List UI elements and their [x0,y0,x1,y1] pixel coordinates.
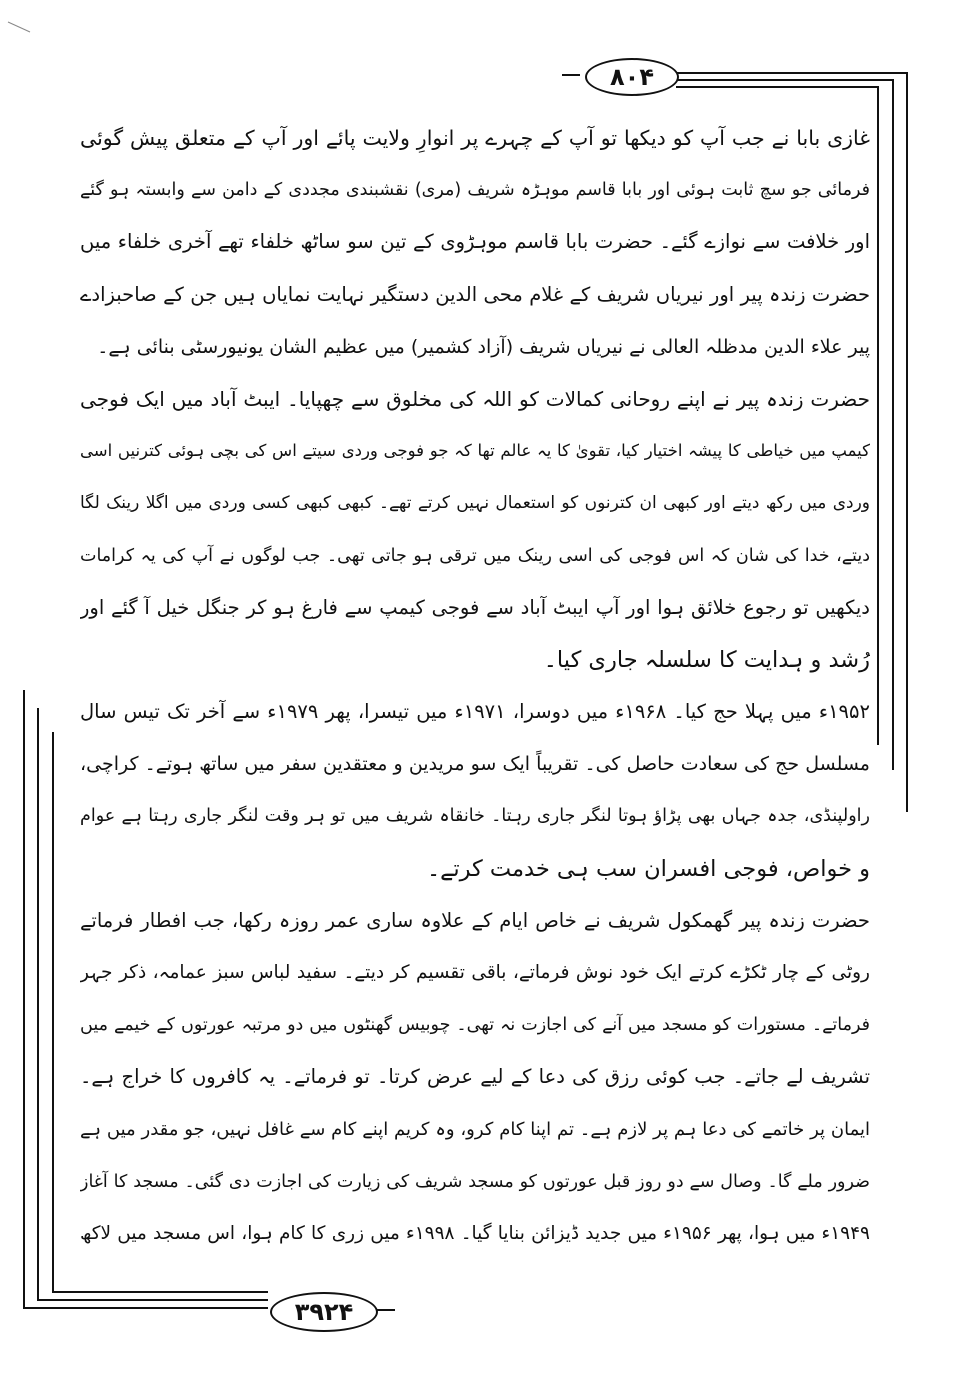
text-line: اور خلافت سے نوازے گئے۔ حضرت بابا قاسم موہڑوی کے تین سو ساٹھ خلفاء تھے آخری خلفاء میں [80,230,870,254]
top-page-number: ۸۰۴ [585,58,679,96]
paragraph-hajj [80,686,870,895]
bottom-page-number: ۳۹۲۴ [270,1292,378,1332]
text-line: وردی میں رکھ دیتے اور کبھی ان کترنوں کو استعمال نہیں کرتے تھے۔ کبھی کبھی کسی وردی میں اگلا رینک لگا [80,493,870,514]
paragraph-ghamkol-sharif [80,895,870,1260]
text-line: و خواص، فوجی افسران سب ہی خدمت کرتے۔ [427,855,870,882]
text-line: غازی بابا نے جب آپ کو دیکھا تو آپ کے چہرے پر انوارِ ولایت پائے اور آپ کے متعلق پیش گوئی [80,126,870,150]
text-line: پیر علاء الدین مدظلہ العالی نے نیریاں شریف (آزاد کشمیر) میں عظیم الشان یونیورسٹی بنائی ہے۔ [97,335,870,358]
paragraph-zinda-pir-abbottabad [80,373,870,686]
text-line: ۱۹۴۹ء میں ہوا، پھر ۱۹۵۶ء میں جدید ڈیزائن بنایا گیا۔ ۱۹۹۸ء میں زری کا کام ہوا، اس مسجد میں لاکھ [80,1222,870,1244]
text-line: حضرت زندہ پیر نے اپنے روحانی کمالات کو اللہ کی مخلوق سے چھپایا۔ ایبٹ آباد میں ایک فوجی [80,386,870,411]
text-line: دیتے، خدا کی شان کہ اس فوجی کی اسی رینک میں ترقی ہو جاتی تھی۔ جب لوگوں نے آپ کی یہ کرامات [80,545,870,566]
text-line: تشریف لے جاتے۔ جب کوئی رزق کی دعا کے لیے عرض کرتا۔ تو فرماتے۔ یہ کافروں کا خراج ہے۔ [80,1065,870,1089]
text-line: کیمپ میں خیاطی کا پیشہ اختیار کیا، تقویٰ کا یہ عالم تھا کہ جو فوجی وردی سیتے اس کی بچی ہوئی کترنیں اسی [80,441,870,461]
text-line: روٹی کے چار ٹکڑے کرتے ایک خود نوش فرماتے، باقی تقسیم کر دیتے۔ سفید لباس سبز عمامہ، ذکر جہر [80,962,870,983]
text-line: دیکھیں تو رجوع خلائق ہوا اور آپ ایبٹ آباد سے فوجی کیمپ سے فارغ ہو کر جنگل خیل آ گئے اور [80,595,870,619]
text-line: حضرت زندہ پیر گھمکول شریف نے خاص ایام کے علاوہ ساری عمر روزہ رکھا، جب افطار فرماتے [80,908,870,932]
text-line: رُشد و ہدایت کا سلسلہ جاری کیا۔ [543,646,870,673]
text-line: مسلسل حج کی سعادت حاصل کی۔ تقریباً ایک سو مریدین و معتقدین سفر میں ساتھ ہوتے۔ کراچی، [80,753,870,776]
urdu-body-text [80,112,870,1260]
text-line: ضرور ملے گا۔ وصال سے دو روز قبل عورتوں کو مسجد شریف کی زیارت کی اجازت دی گئی۔ مسجد کا آغاز [80,1171,870,1192]
text-line: حضرت زندہ پیر اور نیریاں شریف کے غلام محی الدین دستگیر نہایت نمایاں ہیں جن کے صاحبزادے [80,282,870,306]
text-line: راولپنڈی، جدہ جہاں بھی پڑاؤ ہوتا لنگر جاری رہتا۔ خانقاہ شریف میں تو ہر وقت لنگر جاری رہتا ہے عوام [80,806,870,827]
text-line: ۱۹۵۲ء میں پہلا حج کیا۔ ۱۹۶۸ء میں دوسرا، ۱۹۷۱ء میں تیسرا، پھر ۱۹۷۹ء سے آخر تک تیس سال [80,700,870,724]
text-line: فرمائی جو سچ ثابت ہوئی اور بابا قاسم موہڑہ شریف (مری) نقشبندی مجددی کے دامن سے وابستہ ہو گئے [80,180,870,201]
text-line: ایمان پر خاتمے کی دعا ہم پر لازم ہے۔ تم اپنا کام کرو، وہ کریم اپنے کام سے غافل نہیں، جو مقدر میں ہے [80,1118,870,1140]
paragraph-ghazi-baba [80,112,870,373]
text-line: فرماتے۔ مستورات کو مسجد میں آنے کی اجازت نہ تھی۔ چوبیس گھنٹوں میں دو مرتبہ عورتوں کے خیمے میں [80,1015,870,1036]
